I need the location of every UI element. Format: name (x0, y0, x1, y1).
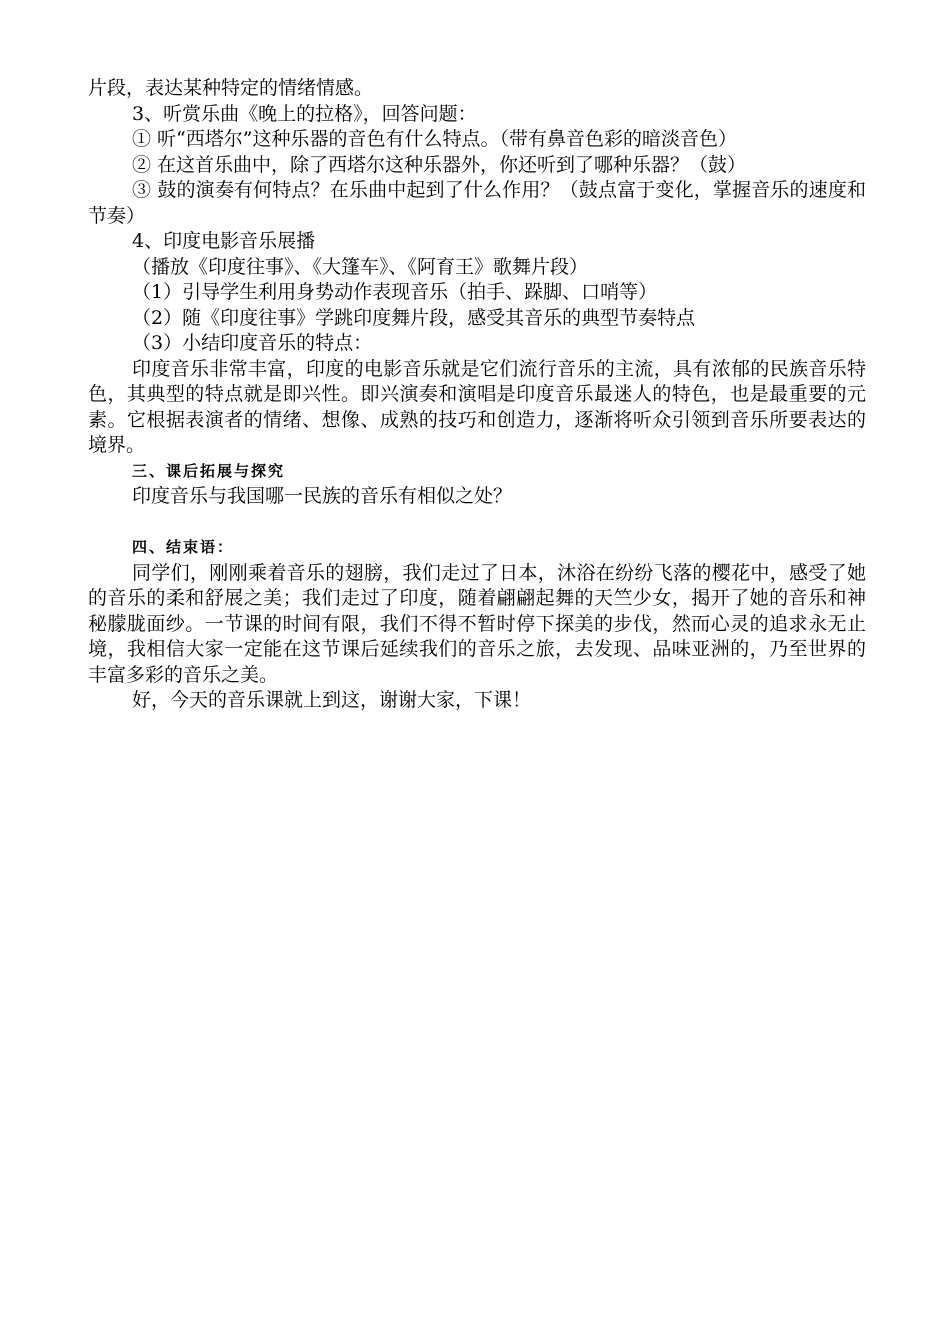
item-4-heading: 4、印度电影音乐展播 (132, 230, 316, 252)
question-1: ① 听“西塔尔”这种乐器的音色有什么特点。（带有鼻音色彩的暗淡音色） (132, 128, 737, 150)
extension-question: 印度音乐与我国哪一民族的音乐有相似之处？ (132, 485, 513, 507)
blank-line (88, 510, 866, 536)
question-3: ③ 鼓的演奏有何特点？在乐曲中起到了什么作用？（鼓点富于变化，掌握音乐的速度和节奏） (88, 179, 866, 227)
document-page (88, 76, 866, 714)
closing-line: 好，今天的音乐课就上到这，谢谢大家，下课！ (132, 689, 532, 711)
item-3-heading: 3、听赏乐曲《晚上的拉格》，回答问题： (132, 102, 477, 125)
step-2: （2）随《印度往事》学跳印度舞片段，感受其音乐的典型节奏特点 (132, 306, 696, 329)
step-1: （1）引导学生利用身势动作表现音乐（拍手、跺脚、口哨等） (132, 281, 658, 303)
section-4-heading: 四、结束语： (132, 538, 235, 556)
section-3-heading: 三、课后拓展与探究 (132, 461, 286, 480)
film-playlist-note: （播放《印度往事》、《大篷车》、《阿育王》歌舞片段） (132, 255, 589, 278)
step-3: （3）小结印度音乐的特点： (132, 332, 373, 354)
question-2: ② 在这首乐曲中，除了西塔尔这种乐器外，你还听到了哪种乐器？（鼓） (132, 153, 747, 176)
closing-paragraph: 同学们，刚刚乘着音乐的翅膀，我们走过了日本，沐浴在纷纷飞落的樱花中，感受了她的音乐的柔和舒展之美；我们走过了印度，随着翩翩起舞的天竺少女，揭开了她的音乐和神秘朦胧面纱。一节课的时间有限，我们不得不暂时停下探美的步伐，然而心灵的追求永无止境，我相信大家一定能在这节课后延续我们的音乐之旅，去发现、品味亚洲的，乃至世界的丰富多彩的音乐之美。 (88, 561, 866, 686)
summary-paragraph: 印度音乐非常丰富，印度的电影音乐就是它们流行音乐的主流，具有浓郁的民族音乐特色，其典型的特点就是即兴性。即兴演奏和演唱是印度音乐最迷人的特色，也是最重要的元素。它根据表演者的情绪、想像、成熟的技巧和创造力，逐渐将听众引领到音乐所要表达的境界。 (88, 357, 866, 456)
paragraph-continuation: 片段，表达某种特定的情绪情感。 (88, 77, 374, 99)
